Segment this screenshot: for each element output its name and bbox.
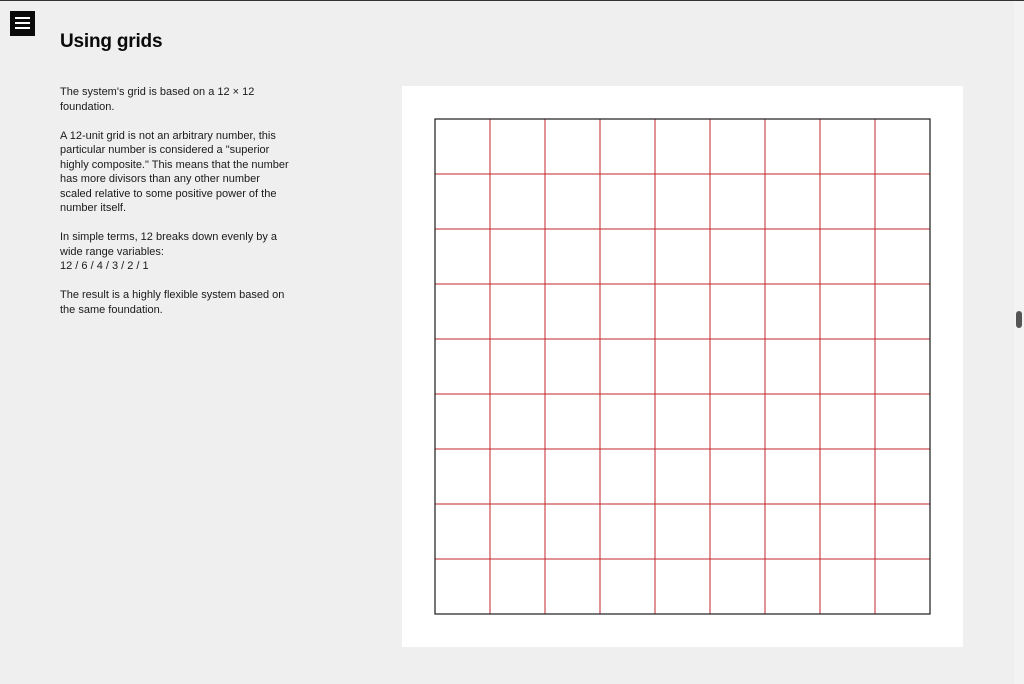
hamburger-menu-icon-bar	[15, 22, 30, 24]
page-title: Using grids	[60, 31, 163, 52]
scrollbar-thumb[interactable]	[1016, 311, 1022, 328]
hamburger-menu-icon	[15, 17, 30, 19]
grid-border	[435, 119, 930, 614]
divisors-list: 12 / 6 / 4 / 3 / 2 / 1	[60, 260, 149, 272]
intro-text	[60, 85, 290, 332]
paragraph-result: The result is a highly flexible system based on the same foundation.	[60, 289, 285, 316]
menu-button[interactable]	[10, 11, 35, 36]
grid-illustration	[402, 86, 963, 647]
grid-illustration-card	[402, 86, 963, 647]
hamburger-menu-icon-bar	[15, 27, 30, 29]
scrollbar[interactable]	[1014, 1, 1024, 684]
simple-terms-text: In simple terms, 12 breaks down evenly by a wide range variables:	[60, 231, 278, 258]
paragraph-superior-composite: A 12-unit grid is not an arbitrary number, this particular number is considered a "superior highly composite." This means that the number has more divisors than any other number scaled relative to some positive power of the number itself.	[60, 129, 289, 214]
paragraph-grid-basis: The system's grid is based on a 12 × 12 foundation.	[60, 86, 255, 113]
paragraph-simple-terms	[60, 230, 290, 274]
